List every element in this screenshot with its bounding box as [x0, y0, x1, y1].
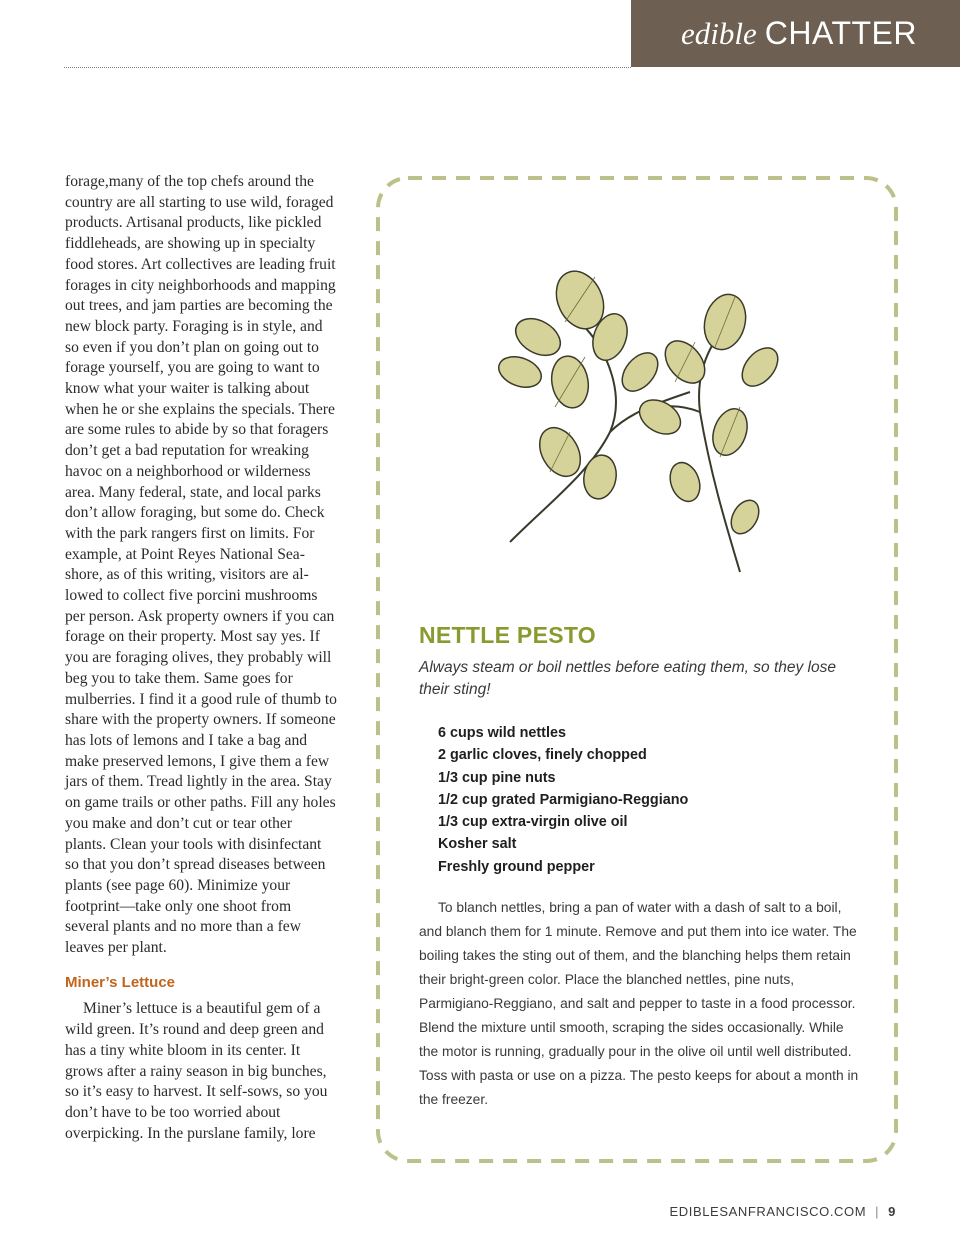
page-number: 9: [888, 1204, 896, 1219]
header-dotted-rule: [64, 67, 631, 68]
ingredient-list: [438, 722, 688, 878]
subhead-miners-lettuce: Miner’s Lettuce: [65, 973, 176, 991]
ingredient-item: 6 cups wild nettles: [438, 725, 566, 741]
nettle-leaves-icon: [495, 264, 780, 539]
recipe-method: To blanch nettles, bring a pan of water with a dash of salt to a boil, and blanch them for 1 minute. Remove and put them into ice water. The boiling takes the sting out of them, and the blanching helps them retain their bright-green color. Place the blanched nettles, pine nuts, Parmigiano-Reggiano, and salt and pepper to taste in a food processor. Blend the mixture until smooth, scraping the sides occasionally. While the motor is running, gradually pour in the olive oil until well distributed. Toss with pasta or use on a pizza. The pesto keeps for about a month in the freezer.: [419, 900, 859, 1107]
nettle-illustration: [460, 242, 780, 602]
ingredient-item: 1/3 cup pine nuts: [438, 769, 556, 786]
recipe-sidebar: [372, 172, 902, 1167]
section-header-tab: [631, 0, 960, 67]
ingredient-item: 2 garlic cloves, finely chopped: [438, 747, 647, 764]
article-paragraph: forage,many of the top chefs around the country are all starting to use wild, foraged products. Artisanal products, like pickled fiddleheads, are showing up in specialty food stores. Art collectives are leading fruit forages in city neighborhoods and mapping out trees, and jam parties are becoming the new block party. Foraging is in style, and so even if you don’t plan on going out to forage yourself, you are going to want to know what your waiter is talking about when he or she explains the specials. There are some rules to abide by so that foragers don’t get a bad reputation for wreaking havoc on a neighborhood or wilderness area. Many federal, state, and local parks don’t allow foraging, but some do. Check with the park rangers first on limits. For example, at Point Reyes National Seashore, as of this writing, visitors are allowed to collect five porcini mushrooms per person. Ask property owners if you can forage on their property. Most say yes. If you are foraging olives, they probably will beg you to take them. Same goes for mulberries. I find it a good rule of thumb to share with the property owners. If someone has lots of lemons and I take a bag and make preserved lemons, I give them a few jars of them. Tread lightly in the area. Stay on game trails or other paths. Fill any holes you make and don’t cut or tear other plants. Clean your tools with disinfectant so that you don’t spread diseases between plants (see page 60). Minimize your footprint—take only one shoot from several plants and no more than a few leaves per plant.: [65, 173, 337, 957]
ingredient-item: 1/2 cup grated Parmigiano-Reggiano: [438, 791, 689, 808]
header-edible: edible: [681, 15, 757, 51]
header-chatter: CHATTER: [764, 15, 917, 51]
footer-site-link[interactable]: EDIBLESANFRANCISCO.COM: [669, 1204, 867, 1219]
ingredient-item: Kosher salt: [438, 836, 517, 853]
article-column: [65, 172, 337, 1144]
recipe-intro: Always steam or boil nettles before eating them, so they lose their sting!: [419, 659, 836, 698]
ingredient-item: 1/3 cup extra-virgin olive oil: [438, 814, 628, 831]
ingredient-item: Freshly ground pepper: [438, 858, 595, 875]
footer-separator: |: [875, 1204, 880, 1219]
article-paragraph: Miner’s lettuce is a beautiful gem of a wild green. It’s round and deep green and has a tiny white bloom in its center. It grows after a rainy season in big bunches, so it’s easy to harvest. It self-sows, so you don’t have to be too worried about overpicking. In the purslane family, lore: [65, 1000, 328, 1142]
recipe-title: NETTLE PESTO: [419, 622, 596, 648]
page-footer: [669, 1204, 896, 1219]
